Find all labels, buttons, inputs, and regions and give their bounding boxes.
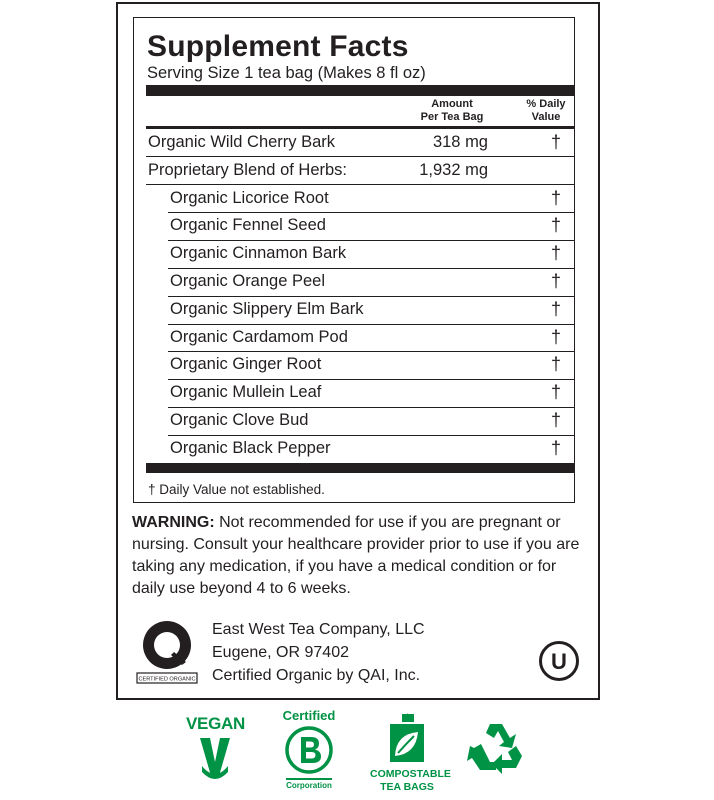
dv-header-line2: Value	[531, 111, 561, 123]
ingredient-daily-value: †	[550, 243, 561, 264]
table-row	[146, 157, 574, 185]
ingredient-name: Organic Cardamom Pod	[170, 327, 348, 346]
company-address: Eugene, OR 97402	[212, 644, 349, 661]
ingredient-daily-value: †	[550, 215, 561, 236]
serving-size: Serving Size 1 tea bag (Makes 8 fl oz)	[147, 64, 426, 82]
ingredient-name: Organic Fennel Seed	[170, 216, 326, 235]
compost-line2: TEA BAGS	[380, 781, 434, 793]
bcorp-corporation-text: Corporation	[286, 781, 332, 790]
ingredient-rows	[146, 129, 574, 463]
compostable-tea-bags-badge	[370, 712, 451, 798]
table-row	[146, 212, 574, 240]
tea-bag-leaf-icon	[386, 712, 428, 764]
warning-label: WARNING:	[132, 514, 215, 531]
ingredient-name: Organic Cinnamon Bark	[170, 244, 347, 263]
compost-line1: COMPOSTABLE	[370, 768, 451, 780]
daily-value-footnote: † Daily Value not established.	[148, 482, 325, 497]
recycle-icon	[466, 718, 528, 780]
warning-text	[132, 512, 584, 600]
table-row	[146, 351, 574, 379]
ingredient-daily-value: †	[550, 270, 561, 291]
qai-certified-organic-logo	[134, 618, 200, 684]
bcorp-underline	[286, 778, 332, 780]
table-row	[146, 185, 574, 213]
ou-kosher-symbol	[538, 640, 580, 682]
table-row	[146, 296, 574, 324]
ingredient-name: Organic Ginger Root	[170, 355, 322, 374]
bcorp-certified-text: Certified	[282, 708, 336, 723]
top-thick-rule	[146, 85, 574, 96]
table-row	[146, 407, 574, 435]
ingredient-name: Proprietary Blend of Herbs:	[148, 160, 348, 179]
supplement-label	[116, 2, 600, 700]
ingredient-daily-value: †	[550, 298, 561, 319]
ingredient-daily-value: †	[550, 437, 561, 458]
ingredient-name: Organic Slippery Elm Bark	[170, 299, 364, 318]
qai-caption: CERTIFIED ORGANIC	[138, 676, 196, 683]
daily-value-column-header	[518, 98, 574, 124]
ou-symbol-letter: U	[551, 649, 567, 674]
warning-body: Not recommended for use if you are pregnant or nursing. Consult your healthcare provider prior to use if you are taking any medication, if you have a medical condition or for daily use beyond 4 to 6 weeks.	[132, 514, 580, 597]
dv-header-line1: % Daily	[526, 98, 566, 110]
company-name: East West Tea Company, LLC	[212, 621, 425, 638]
facts-title: Supplement Facts	[147, 30, 409, 63]
b-corp-logo-icon	[284, 725, 334, 775]
table-row	[146, 435, 574, 463]
b-corporation-badge	[278, 708, 340, 794]
amount-column-header	[414, 98, 490, 124]
company-info	[212, 618, 425, 687]
ingredient-daily-value: †	[550, 326, 561, 347]
table-row	[146, 324, 574, 352]
ingredient-daily-value: †	[550, 354, 561, 375]
ingredient-daily-value: †	[550, 132, 561, 152]
ingredient-name: Organic Black Pepper	[170, 438, 331, 457]
supplement-facts-panel	[133, 17, 575, 503]
vegan-badge	[186, 714, 244, 784]
amount-header-line1: Amount	[431, 98, 473, 110]
table-row	[146, 268, 574, 296]
ingredient-name: Organic Wild Cherry Bark	[148, 133, 336, 151]
vegan-text: VEGAN	[186, 714, 245, 733]
ingredient-daily-value: †	[550, 409, 561, 430]
table-row	[146, 240, 574, 268]
ingredient-name: Organic Licorice Root	[170, 188, 329, 207]
ingredient-name: Organic Mullein Leaf	[170, 383, 322, 402]
table-row	[146, 379, 574, 407]
table-row	[146, 129, 574, 157]
ingredient-daily-value: †	[550, 187, 561, 208]
amount-header-line2: Per Tea Bag	[420, 111, 484, 123]
ingredient-name: Organic Orange Peel	[170, 271, 326, 290]
vegan-v-leaf-icon	[198, 736, 232, 782]
bottom-thick-rule	[146, 463, 574, 473]
ingredient-amount: 318 mg	[432, 133, 488, 151]
ingredient-daily-value: †	[550, 382, 561, 403]
ingredient-amount: 1,932 mg	[419, 160, 488, 179]
organic-certifier: Certified Organic by QAI, Inc.	[212, 667, 421, 684]
ingredient-name: Organic Clove Bud	[170, 410, 309, 429]
recycling-arrows-icon	[466, 718, 528, 780]
